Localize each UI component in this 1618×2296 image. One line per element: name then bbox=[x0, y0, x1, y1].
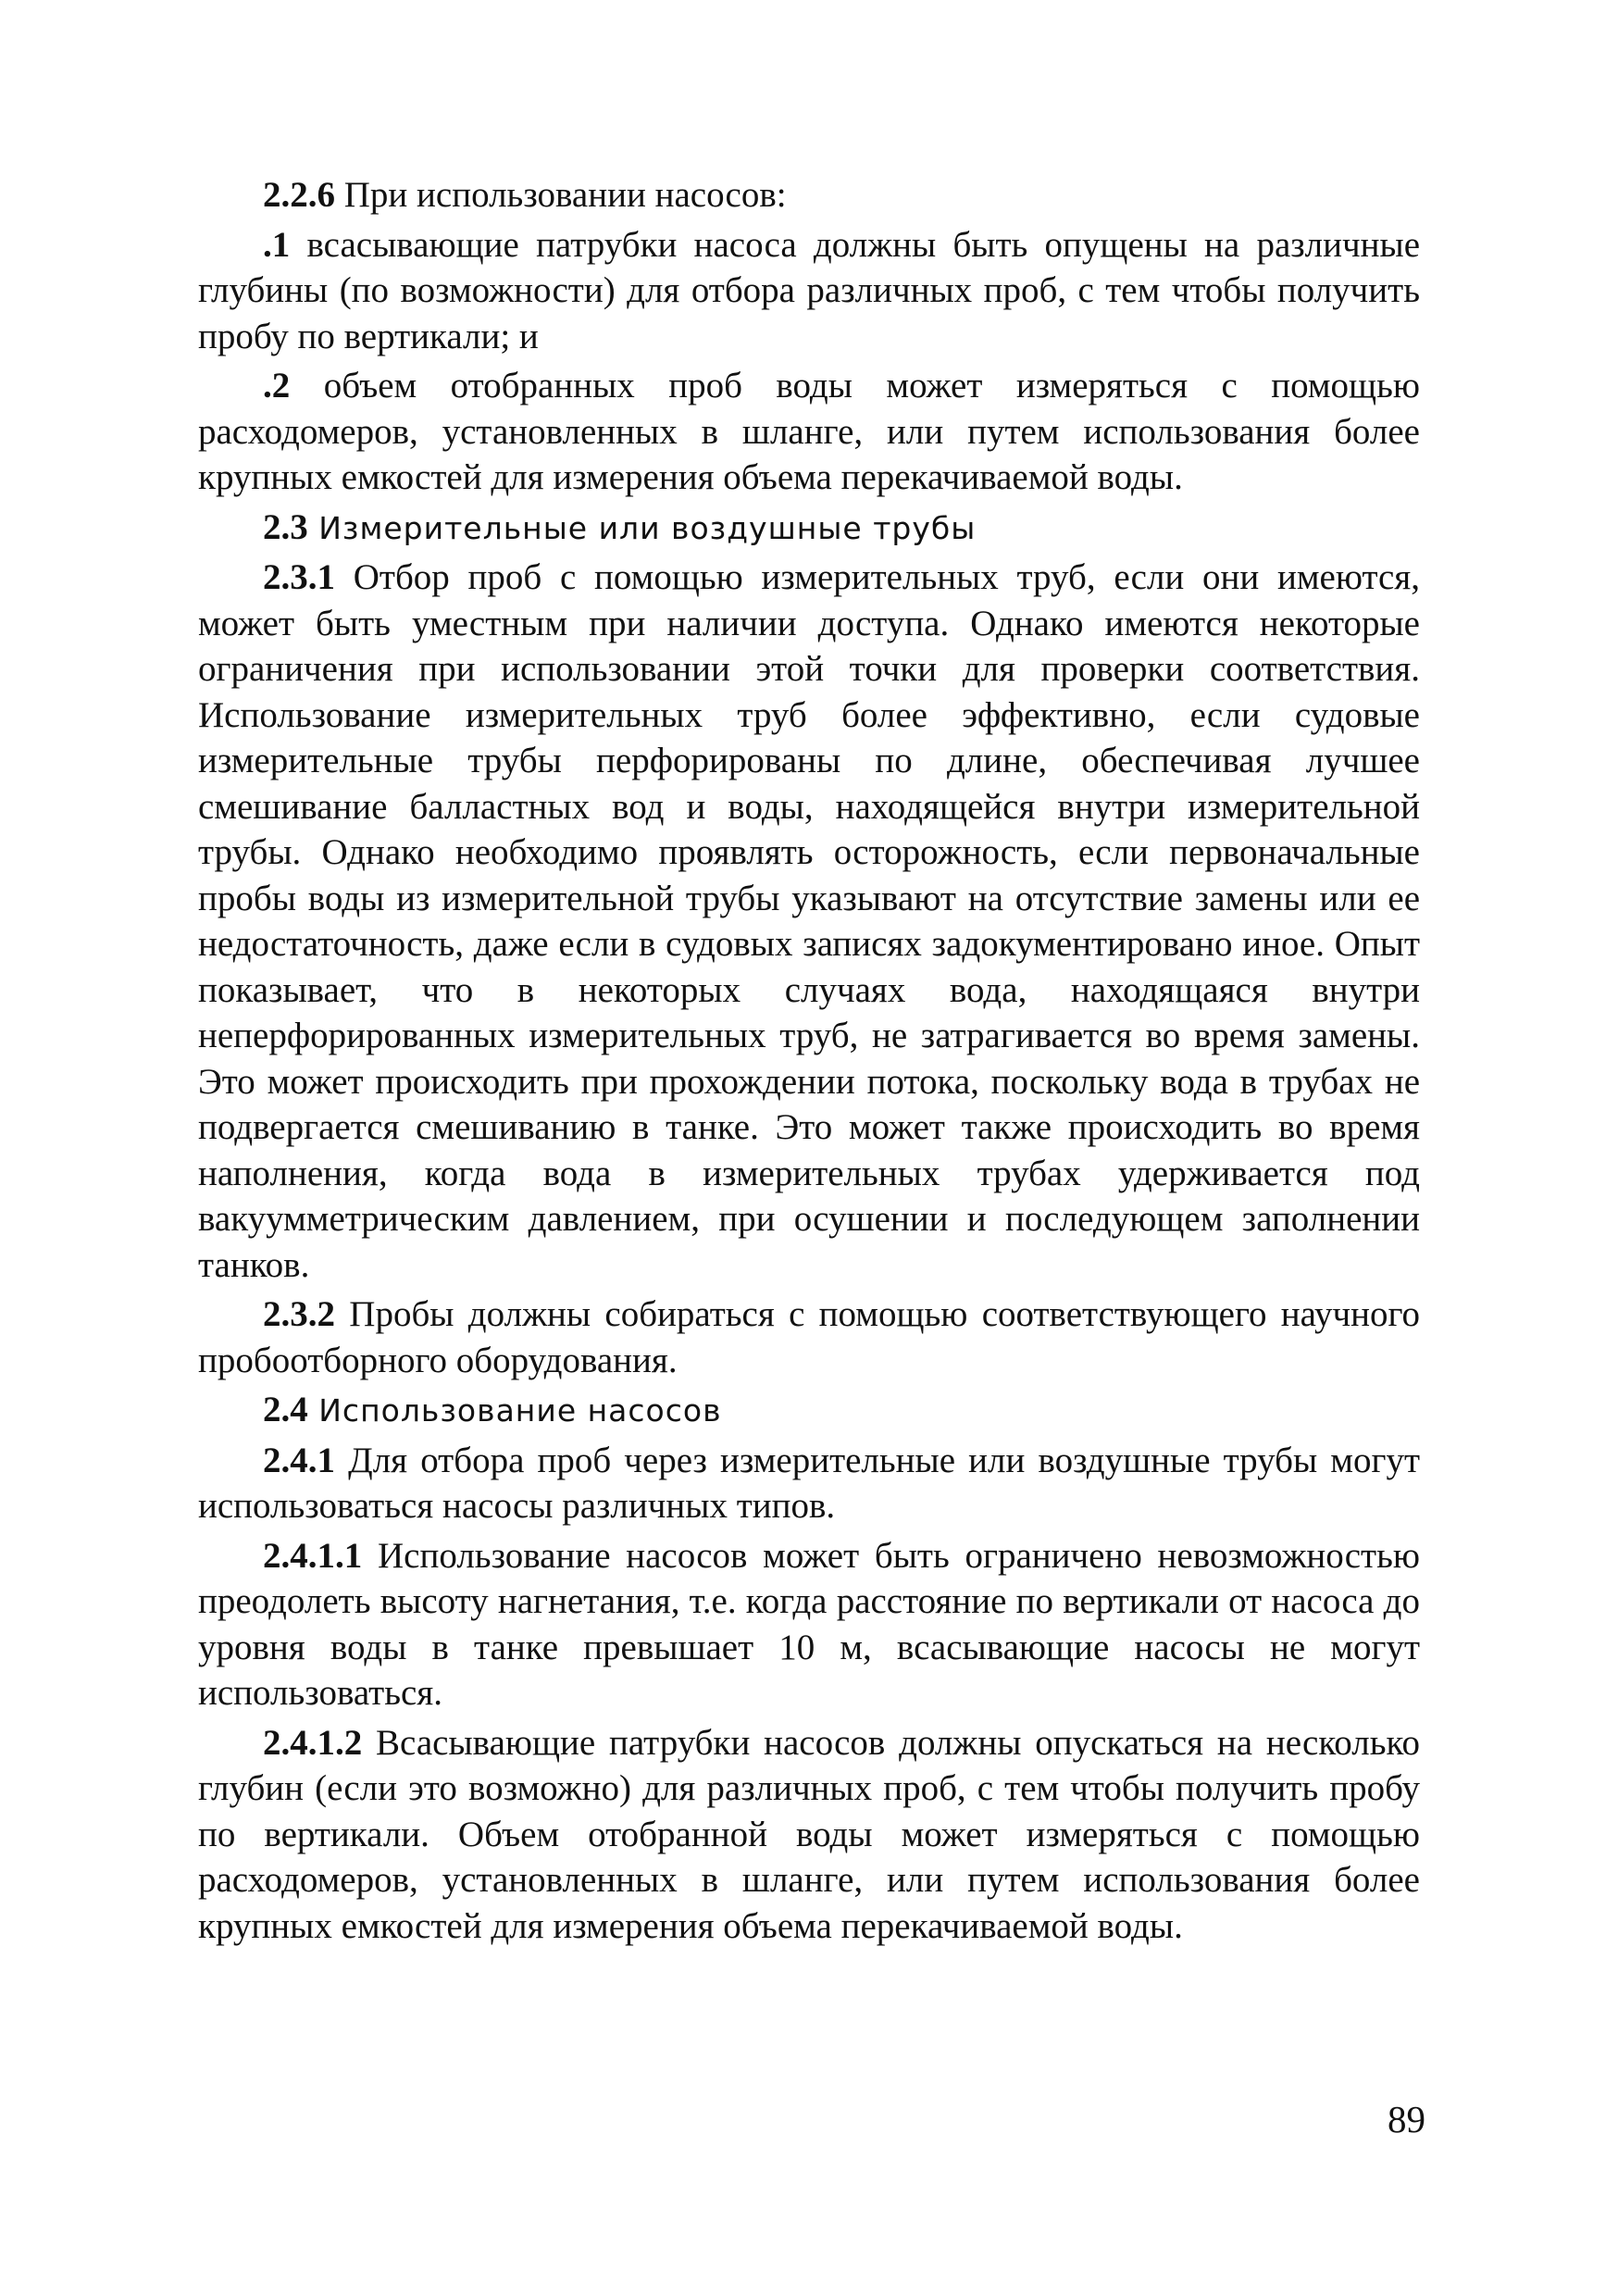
paragraph-text: Для отбора проб через измерительные или воздушные трубы могут использоваться насосы различных типов. bbox=[198, 1440, 1420, 1526]
list-item-1 bbox=[198, 222, 1420, 360]
paragraph-number: 2.4.1 bbox=[263, 1440, 335, 1480]
paragraph-number: 2.3.1 bbox=[263, 557, 335, 597]
paragraph-text: Отбор проб с помощью измерительных труб, если они имеются, может быть уместным при наличии доступа. Однако имеются некоторые ограничения при использовании этой точки для проверки соответствия. Использование измерительных труб более эффективно, если судовые измерительные трубы перфорированы по длине, обеспечивая лучшее смешивание балластных вод и воды, находящейся внутри измерительной трубы. Однако необходимо проявлять осторожность, если первоначальные пробы воды из измерительной трубы указывают на отсутствие замены или ее недостаточность, даже если в судовых записях задокументировано иное. Опыт показывает, что в некоторых случаях вода, находящаяся внутри неперфорированных измерительных труб, не затрагивается во время замены. Это может происходить при прохождении потока, поскольку вода в трубах не подвергается смешиванию в танке. Это может также происходить во время наполнения, когда вода в измерительных трубах удерживается под вакуумметрическим давлением, при осушении и последующем заполнении танков. bbox=[198, 557, 1421, 1285]
section-heading-2-3 bbox=[198, 505, 1420, 552]
paragraph-text: Всасывающие патрубки насосов должны опускаться на несколько глубин (если это возможно) для различных проб, с тем чтобы получить пробу по вертикали. Объем отобранной воды может измеряться с помощью расходомеров, установленных в шланге, или путем использования более крупных емкостей для измерения объема перекачиваемой воды. bbox=[198, 1722, 1421, 1946]
section-number: 2.3 bbox=[263, 506, 308, 547]
paragraph-text: Пробы должны собираться с помощью соответствующего научного пробоотборного оборудования. bbox=[198, 1294, 1421, 1380]
paragraph-text: объем отобранных проб воды может измеряться с помощью расходомеров, установленных в шланге, или путем использования более крупных емкостей для измерения объема перекачиваемой воды. bbox=[198, 366, 1420, 497]
paragraph-number: .1 bbox=[263, 224, 291, 265]
page-number: 89 bbox=[1388, 2098, 1425, 2140]
section-number: 2.4 bbox=[263, 1390, 308, 1429]
section-heading-2-4 bbox=[198, 1387, 1420, 1434]
paragraph-2-3-2 bbox=[198, 1292, 1420, 1383]
paragraph-2-4-1 bbox=[198, 1438, 1420, 1529]
page-body bbox=[198, 172, 1420, 1953]
section-title: Измерительные или воздушные трубы bbox=[318, 509, 977, 546]
paragraph-text: всасывающие патрубки насоса должны быть опущены на различные глубины (по возможности) для отбора различных проб, с тем чтобы получить пробу по вертикали; и bbox=[198, 224, 1421, 356]
section-title: Использование насосов bbox=[318, 1392, 722, 1429]
paragraph-number: 2.4.1.1 bbox=[263, 1535, 363, 1576]
paragraph-text: Использование насосов может быть ограничено невозможностью преодолеть высоту нагнетания, т.е. когда расстояние по вертикали от насоса до уровня воды в танке превышает 10 м, всасывающие насосы не могут использоваться. bbox=[198, 1535, 1421, 1713]
paragraph-2-4-1-2 bbox=[198, 1720, 1420, 1950]
list-item-2 bbox=[198, 363, 1420, 501]
paragraph-number: 2.2.6 bbox=[263, 175, 335, 215]
paragraph-number: .2 bbox=[263, 366, 291, 406]
paragraph-2-3-1 bbox=[198, 555, 1420, 1288]
paragraph-text: При использовании насосов: bbox=[343, 175, 787, 215]
paragraph-2-2-6 bbox=[198, 172, 1420, 218]
paragraph-number: 2.3.2 bbox=[263, 1294, 335, 1334]
paragraph-2-4-1-1 bbox=[198, 1533, 1420, 1716]
paragraph-number: 2.4.1.2 bbox=[263, 1722, 363, 1763]
